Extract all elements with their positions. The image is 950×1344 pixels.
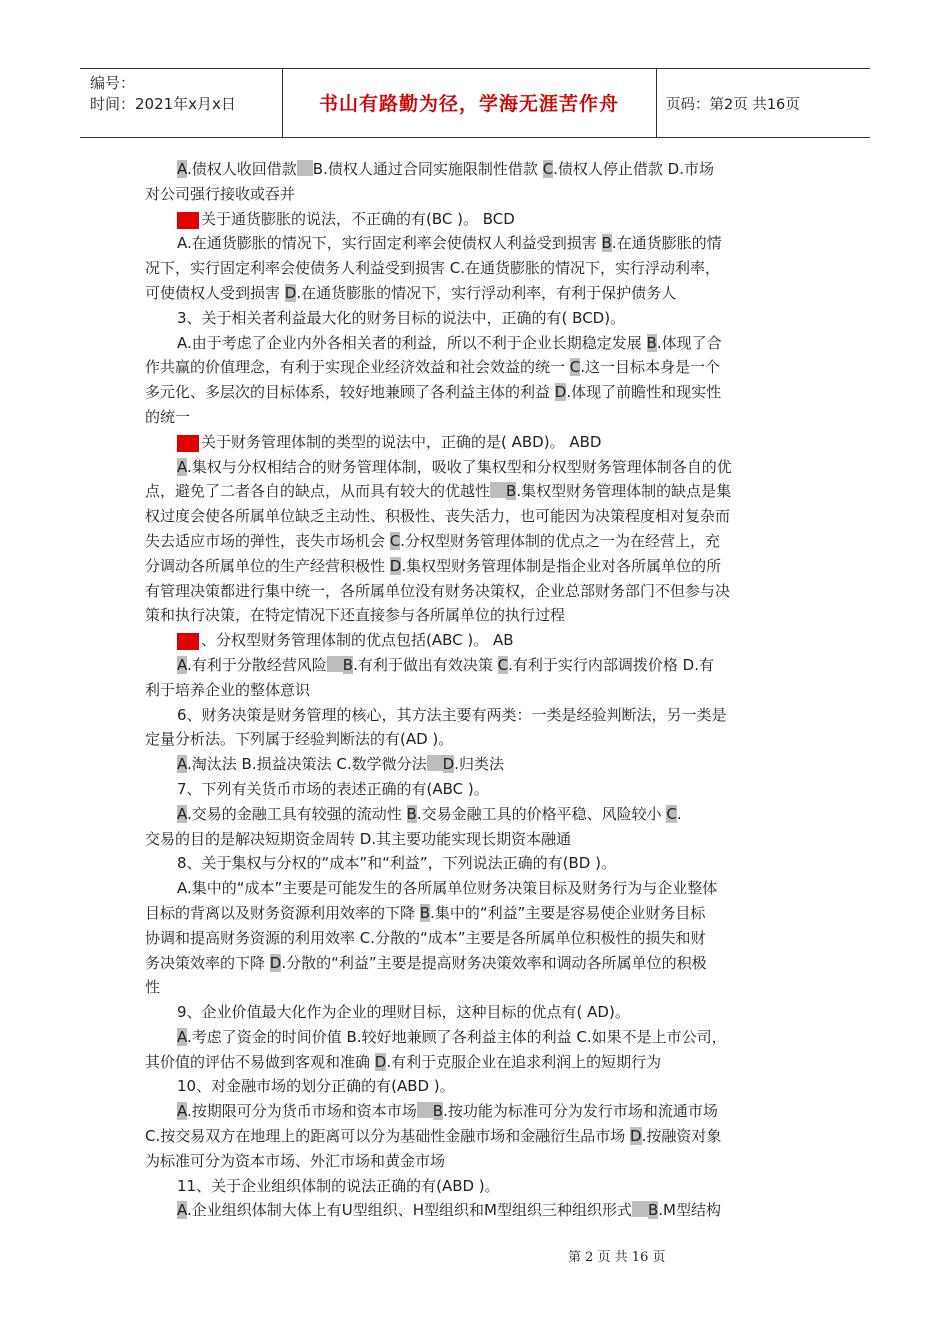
line-text: 目标的背离以及财务资源利用效率的下降 (145, 903, 420, 922)
line-text: 性 (145, 978, 161, 997)
highlighted-option-letter: D (374, 1052, 387, 1071)
line-text: 交易的目的是解决短期资金周转 D.其主要功能实现长期资本融通 (145, 829, 572, 848)
red-question-number-mark: 5 (177, 633, 199, 650)
line-text: C.按交易双方在地理上的距离可以分为基础性金融市场和金融衍生品市场 (145, 1127, 631, 1146)
text-line (145, 380, 805, 405)
line-text: .这一目标本身是一个 (580, 358, 721, 377)
line-text: .在通货膨胀的情 (611, 234, 722, 253)
line-text: . (676, 804, 682, 823)
text-line (145, 1025, 805, 1050)
line-text: .集权型财务管理体制的缺点是集 (516, 482, 732, 501)
line-text: .按期限可分为货币市场和资本市场 (187, 1102, 417, 1121)
gray-highlight-block (327, 656, 343, 672)
text-line (145, 975, 805, 1000)
line-text: .有利于克服企业在追求利润上的短期行为 (386, 1052, 662, 1071)
line-text: 失去适应市场的弹性，丧失市场机会 (145, 531, 390, 550)
line-text: .按融资对象 (641, 1127, 722, 1146)
text-line (145, 455, 805, 480)
text-line (145, 479, 805, 504)
text-line (145, 529, 805, 554)
text-line (145, 876, 805, 901)
highlighted-option-letter: C (542, 160, 554, 178)
header-motto: 书山有路勤为径，学海无涯苦作舟 (318, 93, 619, 115)
line-text: 况下，实行固定利率会使债务人利益受到损害 C.在通货膨胀的情况下，实行浮动利率， (145, 259, 721, 278)
highlighted-option-letter: D (389, 556, 402, 575)
text-line (145, 355, 805, 380)
line-text: A.在通货膨胀的情况下，实行固定利率会使债权人利益受到损害 (177, 234, 602, 253)
line-text: 的统一 (145, 407, 191, 426)
text-line (145, 1050, 805, 1075)
line-text: .分散的“利益”主要是提高财务决策效率和调动各所属单位的积极 (281, 953, 707, 972)
text-line (145, 256, 805, 281)
line-text: 关于通货膨胀的说法，不正确的有(BC )。 BCD (201, 209, 515, 228)
line-text: .归类法 (454, 755, 504, 774)
highlighted-option-letter: D (630, 1127, 642, 1146)
line-text: .体现了前瞻性和现实性 (566, 383, 722, 402)
gray-highlight-block (297, 160, 313, 176)
line-text: .交易金融工具的价格平稳、风险较小 (416, 804, 667, 823)
line-text: 可使债权人受到损害 (145, 283, 285, 302)
line-text: .企业组织体制大体上有U型组织、H型组织和M型组织三种组织形式 (187, 1201, 632, 1220)
line-text: 策和执行决策，在特定情况下还直接参与各所属单位的执行过程 (145, 606, 566, 625)
line-text: .M型结构 (658, 1201, 721, 1220)
line-text: .集中的“利益”主要是容易使企业财务目标 (430, 903, 706, 922)
text-line (145, 727, 805, 752)
text-line (145, 628, 805, 653)
line-text: .集权型财务管理体制是指企业对各所属单位的所 (401, 556, 722, 575)
text-line (145, 1124, 805, 1149)
line-text: .考虑了资金的时间价值 B.较好地兼顾了各利益主体的利益 C.如果不是上市公司， (187, 1027, 727, 1046)
text-line (145, 1074, 805, 1099)
text-line (145, 157, 805, 182)
highlighted-option-letter: B (419, 903, 431, 922)
line-text: 、分权型财务管理体制的优点包括(ABC )。 AB (201, 631, 514, 650)
line-text: 权过度会使各所属单位缺乏主动性、积极性、丧失活力，也可能因为决策程度相对复杂而 (145, 507, 731, 526)
highlighted-option-letter: A (177, 655, 187, 674)
line-text: . (187, 160, 192, 178)
line-text: 多元化、多层次的目标体系，较好地兼顾了各利益主体的利益 (145, 383, 555, 402)
text-line (145, 1174, 805, 1199)
red-question-number-mark: 2 (177, 212, 199, 229)
text-line (145, 331, 805, 356)
text-line (145, 678, 805, 703)
text-line (145, 554, 805, 579)
document-body (145, 157, 805, 1223)
line-text: 协调和提高财务资源的利用效率 C.分散的“成本”主要是各所属单位积极性的损失和财 (145, 928, 706, 947)
line-text: 对公司强行接收或吞并 (145, 184, 296, 203)
line-text: A.集中的“成本”主要是可能发生的各所属单位财务决策目标及财务行为与企业整体 (177, 879, 718, 898)
text-line (145, 579, 805, 604)
line-text: 作共赢的价值理念，有利于实现企业经济效益和社会效益的统一 (145, 358, 570, 377)
text-line (145, 306, 805, 331)
highlighted-option-letter: D (554, 383, 567, 402)
line-text: 点，避免了二者各自的缺点，从而具有较大的优越性 (145, 482, 491, 501)
page-header (80, 68, 870, 138)
document-number-label: 编号： (90, 74, 136, 92)
line-text: .有利于分散经营风险 (187, 655, 327, 674)
line-text: 9、企业价值最大化作为企业的理财目标，这种目标的优点有( AD)。 (177, 1003, 630, 1022)
header-divider-right (656, 69, 657, 137)
line-text: .有利于实行内部调拨价格 D.有 (508, 655, 714, 674)
line-text: .债权人停止借款 D.市场 (553, 160, 714, 178)
text-line (145, 951, 805, 976)
highlighted-option-letter: C (569, 358, 581, 377)
highlighted-option-letter: A (177, 457, 187, 476)
text-line (145, 1149, 805, 1174)
text-line (145, 1000, 805, 1025)
highlighted-option-letter: A (177, 804, 187, 823)
line-text: 7、下列有关货币市场的表述正确的有(ABC )。 (177, 779, 489, 798)
text-line (145, 802, 805, 827)
text-line (145, 430, 805, 455)
line-text: 利于培养企业的整体意识 (145, 680, 311, 699)
red-question-number-mark: 4 (177, 435, 199, 452)
text-line (145, 703, 805, 728)
line-text: .按功能为标准可分为发行市场和流通市场 (443, 1102, 718, 1121)
gray-highlight-block (417, 1102, 433, 1118)
text-line (145, 901, 805, 926)
text-line (145, 777, 805, 802)
highlighted-option-letter: D (284, 283, 297, 302)
line-text: 其价值的评估不易做到客观和准确 (145, 1052, 375, 1071)
highlighted-option-letter: C (497, 655, 509, 674)
text-line (145, 752, 805, 777)
text-line (145, 827, 805, 852)
text-line (145, 1099, 805, 1124)
text-line (145, 504, 805, 529)
line-text: 关于财务管理体制的类型的说法中，正确的是( ABD)。 ABD (201, 432, 602, 451)
text-line (145, 231, 805, 256)
line-text: 债权人收回借款 (191, 160, 297, 178)
header-page-label: 页码：第2页 共16页 (666, 97, 800, 113)
highlighted-option-letter: A (177, 1201, 187, 1220)
highlighted-option-letter: A (177, 160, 187, 178)
gray-highlight-block (632, 1201, 648, 1217)
text-line (145, 603, 805, 628)
line-text: .在通货膨胀的情况下，实行浮动利率，有利于保护债务人 (296, 283, 677, 302)
gray-highlight-block (427, 755, 443, 771)
highlighted-option-letter: C (389, 531, 401, 550)
header-left (90, 73, 236, 115)
highlighted-option-letter: C (666, 804, 677, 823)
highlighted-option-letter: A (177, 1102, 187, 1121)
text-line (145, 182, 805, 207)
highlighted-option-letter: D (442, 755, 455, 774)
line-text: 为标准可分为资本市场、外汇市场和黄金市场 (145, 1151, 446, 1170)
line-text: 3、关于相关者利益最大化的财务目标的说法中，正确的有( BCD)。 (177, 308, 626, 327)
text-line (145, 405, 805, 430)
highlighted-option-letter: A (177, 755, 187, 774)
line-text: 11、关于企业组织体制的说法正确的有(ABD )。 (177, 1176, 500, 1195)
line-text: 定量分析法。下列属于经验判断法的有(AD )。 (145, 730, 454, 749)
text-line (145, 653, 805, 678)
line-text: 8、关于集权与分权的“成本”和“利益”，下列说法正确的有(BD )。 (177, 854, 616, 873)
line-text: A.由于考虑了企业内外各相关者的利益，所以不利于企业长期稳定发展 (177, 333, 647, 352)
highlighted-option-letter: B (506, 482, 517, 501)
text-line (145, 926, 805, 951)
line-text: 有管理决策都进行集中统一，各所属单位没有财务决策权，企业总部财务部门不但参与决 (145, 581, 731, 600)
highlighted-option-letter: A (177, 1027, 187, 1046)
line-text: .体现了合 (656, 333, 722, 352)
line-text: B.债权人通过合同实施限制性借款 (312, 160, 543, 178)
line-text: 6、财务决策是财务管理的核心，其方法主要有两类：一类是经验判断法，另一类是 (177, 705, 727, 724)
line-text: 务决策效率的下降 (145, 953, 270, 972)
line-text: 分调动各所属单位的生产经营积极性 (145, 556, 390, 575)
text-line (145, 281, 805, 306)
document-date-label: 时间：2021年x月x日 (90, 95, 236, 113)
highlighted-option-letter: D (269, 953, 282, 972)
highlighted-option-letter: B (342, 655, 354, 674)
line-text: 10、对金融市场的划分正确的有(ABD )。 (177, 1077, 455, 1096)
text-line (145, 1198, 805, 1223)
line-text: .淘汰法 B.损益决策法 C.数学微分法 (187, 755, 427, 774)
highlighted-option-letter: B (432, 1102, 444, 1121)
highlighted-option-letter: B (647, 1201, 659, 1220)
highlighted-option-letter: B (601, 234, 612, 253)
text-line (145, 207, 805, 232)
line-text: .有利于做出有效决策 (353, 655, 498, 674)
highlighted-option-letter: B (646, 333, 657, 352)
line-text: .集权与分权相结合的财务管理体制，吸收了集权型和分权型财务管理体制各自的优 (187, 457, 732, 476)
highlighted-option-letter: B (406, 804, 417, 823)
text-line (145, 851, 805, 876)
page-footer: 第 2 页 共 16 页 (568, 1250, 666, 1265)
line-text: .分权型财务管理体制的优点之一为在经营上，充 (400, 531, 721, 550)
line-text: .交易的金融工具有较强的流动性 (187, 804, 407, 823)
gray-highlight-block (490, 482, 506, 498)
